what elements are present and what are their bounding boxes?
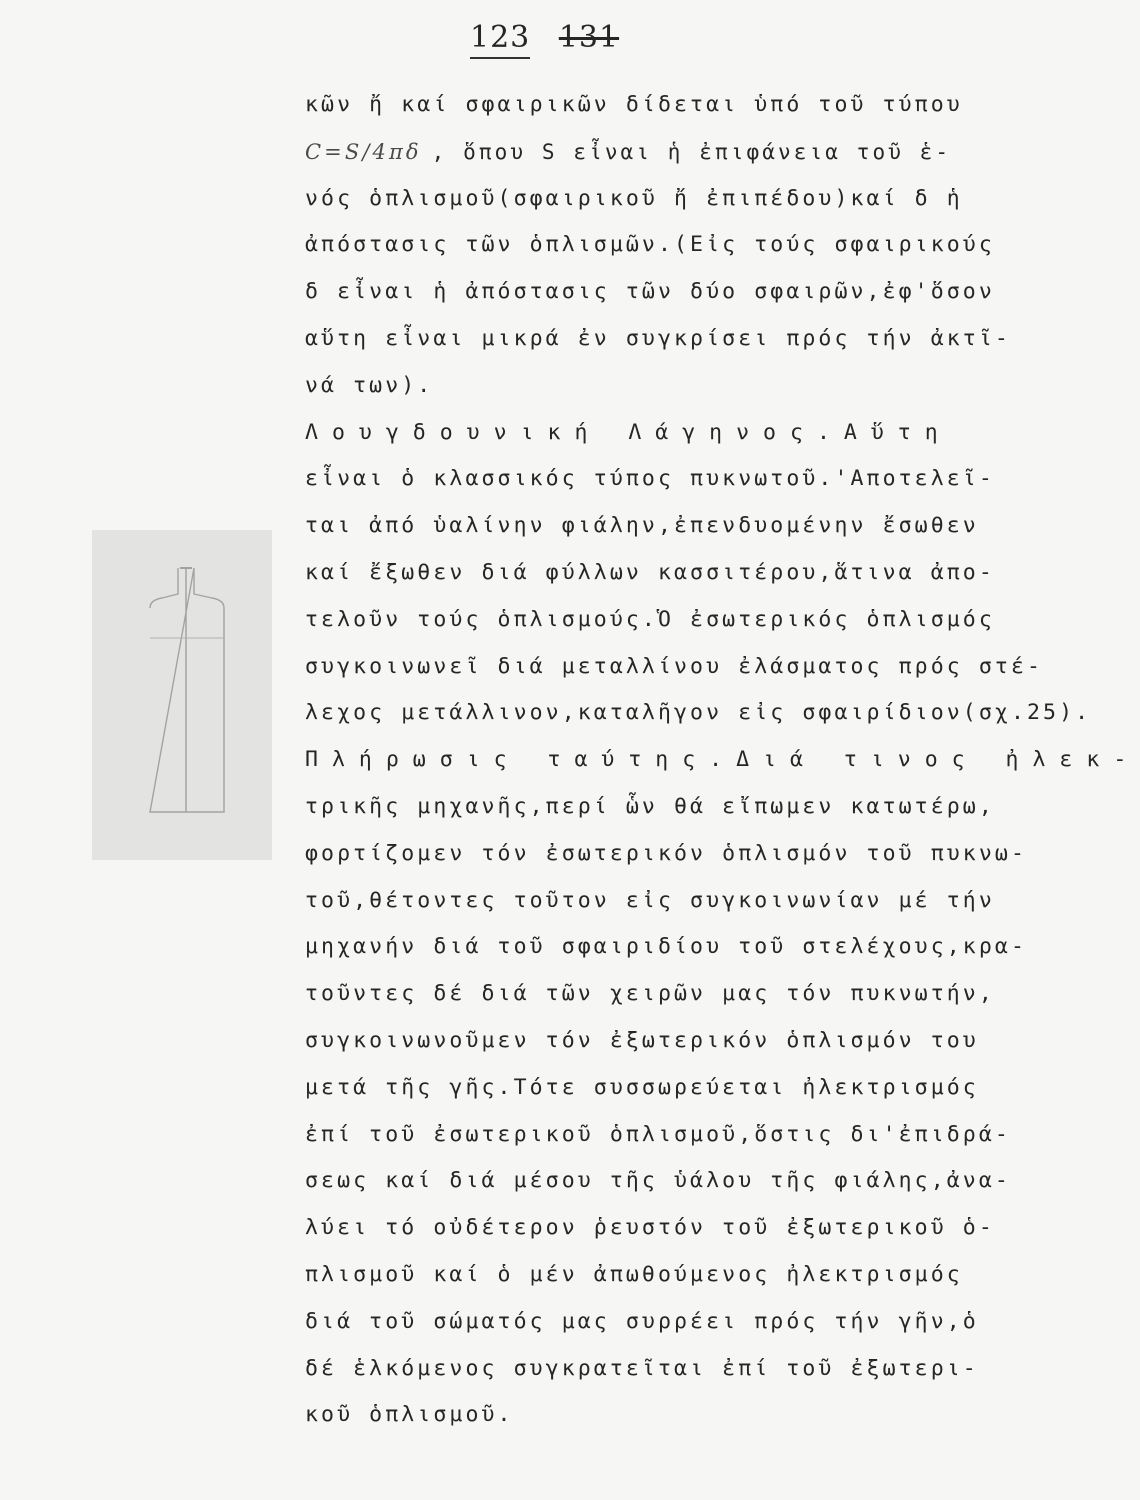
leyden-jar-drawing — [92, 530, 272, 860]
text-line: ἐπί τοῦ ἐσωτερικοῦ ὁπλισμοῦ,ὅστις δι'ἐπιδρά- — [305, 1121, 1011, 1147]
text-line: κῶν ἤ καί σφαιρικῶν δίδεται ὑπό τοῦ τύπου — [305, 92, 963, 117]
text-line: δέ ἑλκόμενος συγκρατεῖται ἐπί τοῦ ἐξωτερι- — [305, 1355, 979, 1381]
page-number-old-struck: 131 — [558, 20, 620, 55]
text-line: τοῦ,θέτοντες τοῦτον εἰς συγκοινωνίαν μέ τήν — [305, 887, 995, 913]
text-line: συγκοινωνεῖ διά μεταλλίνου ἐλάσματος πρός στέ- — [305, 653, 1044, 679]
text-line: δ εἶναι ἡ ἀπόστασις τῶν δύο σφαιρῶν,ἐφ'ὅσον — [305, 279, 995, 305]
text-line: τελοῦν τούς ὁπλισμούς.Ὁ ἐσωτερικός ὁπλισμός — [305, 606, 995, 632]
text-line: φορτίζομεν τόν ἐσωτερικόν ὁπλισμόν τοῦ πυκνω- — [305, 840, 1027, 866]
text-line: κοῦ ὁπλισμοῦ. — [305, 1402, 514, 1428]
text-line: τρικῆς μηχανῆς,περί ὧν θά εἴπωμεν κατωτέρω, — [305, 793, 995, 819]
text-line: μετά τῆς γῆς.Τότε συσσωρεύεται ἠλεκτρισμός — [305, 1074, 979, 1100]
page-number-current: 123 — [470, 20, 530, 59]
section-heading-charging: Πλήρωσις ταύτης.Διά τινος ἠλεκ- — [305, 747, 1140, 773]
text-line: συγκοινωνοῦμεν τόν ἐξωτερικόν ὁπλισμόν του — [305, 1027, 979, 1053]
section-heading-leyden-jar: Λουγδουνική Λάγηνος.Αὕτη — [305, 419, 952, 445]
leyden-jar-figure — [92, 530, 272, 860]
text-line: σεως καί διά μέσου τῆς ὑάλου τῆς φιάλης,ἀνα- — [305, 1168, 1011, 1194]
text-line: , ὅπου S εἶναι ἡ ἐπιφάνεια τοῦ ἑ- — [431, 139, 952, 164]
body-text — [305, 82, 1140, 1439]
text-line: πλισμοῦ καί ὁ μέν ἀπωθούμενος ἠλεκτρισμός — [305, 1261, 963, 1287]
text-line: λεχος μετάλλινον,καταλῆγον εἰς σφαιρίδιον(σχ.25). — [305, 700, 1092, 726]
text-line: νός ὁπλισμοῦ(σφαιρικοῦ ἤ ἐπιπέδου)καί δ ἡ — [305, 185, 963, 211]
text-line: διά τοῦ σώματός μας συρρέει πρός τήν γῆν,ὁ — [305, 1308, 979, 1334]
text-line: μηχανήν διά τοῦ σφαιριδίου τοῦ στελέχους,κρα- — [305, 934, 1027, 960]
page-number — [470, 20, 619, 55]
text-line: καί ἔξωθεν διά φύλλων κασσιτέρου,ἅτινα ἀπο- — [305, 559, 995, 585]
text-line: νά των). — [305, 372, 434, 398]
text-line: εἶναι ὁ κλασσικός τύπος πυκνωτοῦ.'Αποτελεῖ- — [305, 466, 995, 492]
text-line: λύει τό οὐδέτερον ῥευστόν τοῦ ἐξωτερικοῦ ὁ- — [305, 1215, 995, 1241]
text-line: ἀπόστασις τῶν ὁπλισμῶν.(Εἰς τούς σφαιρικούς — [305, 232, 995, 258]
text-line: τοῦντες δέ διά τῶν χειρῶν μας τόν πυκνωτήν, — [305, 981, 995, 1007]
text-line-formula — [305, 129, 955, 176]
text-line: ται ἀπό ὑαλίνην φιάλην,ἐπενδυομένην ἔσωθεν — [305, 513, 979, 539]
capacitance-formula: C=S/4πδ — [305, 139, 422, 164]
text-line: αὕτη εἶναι μικρά ἐν συγκρίσει πρός τήν ἀκτῖ- — [305, 325, 1011, 351]
